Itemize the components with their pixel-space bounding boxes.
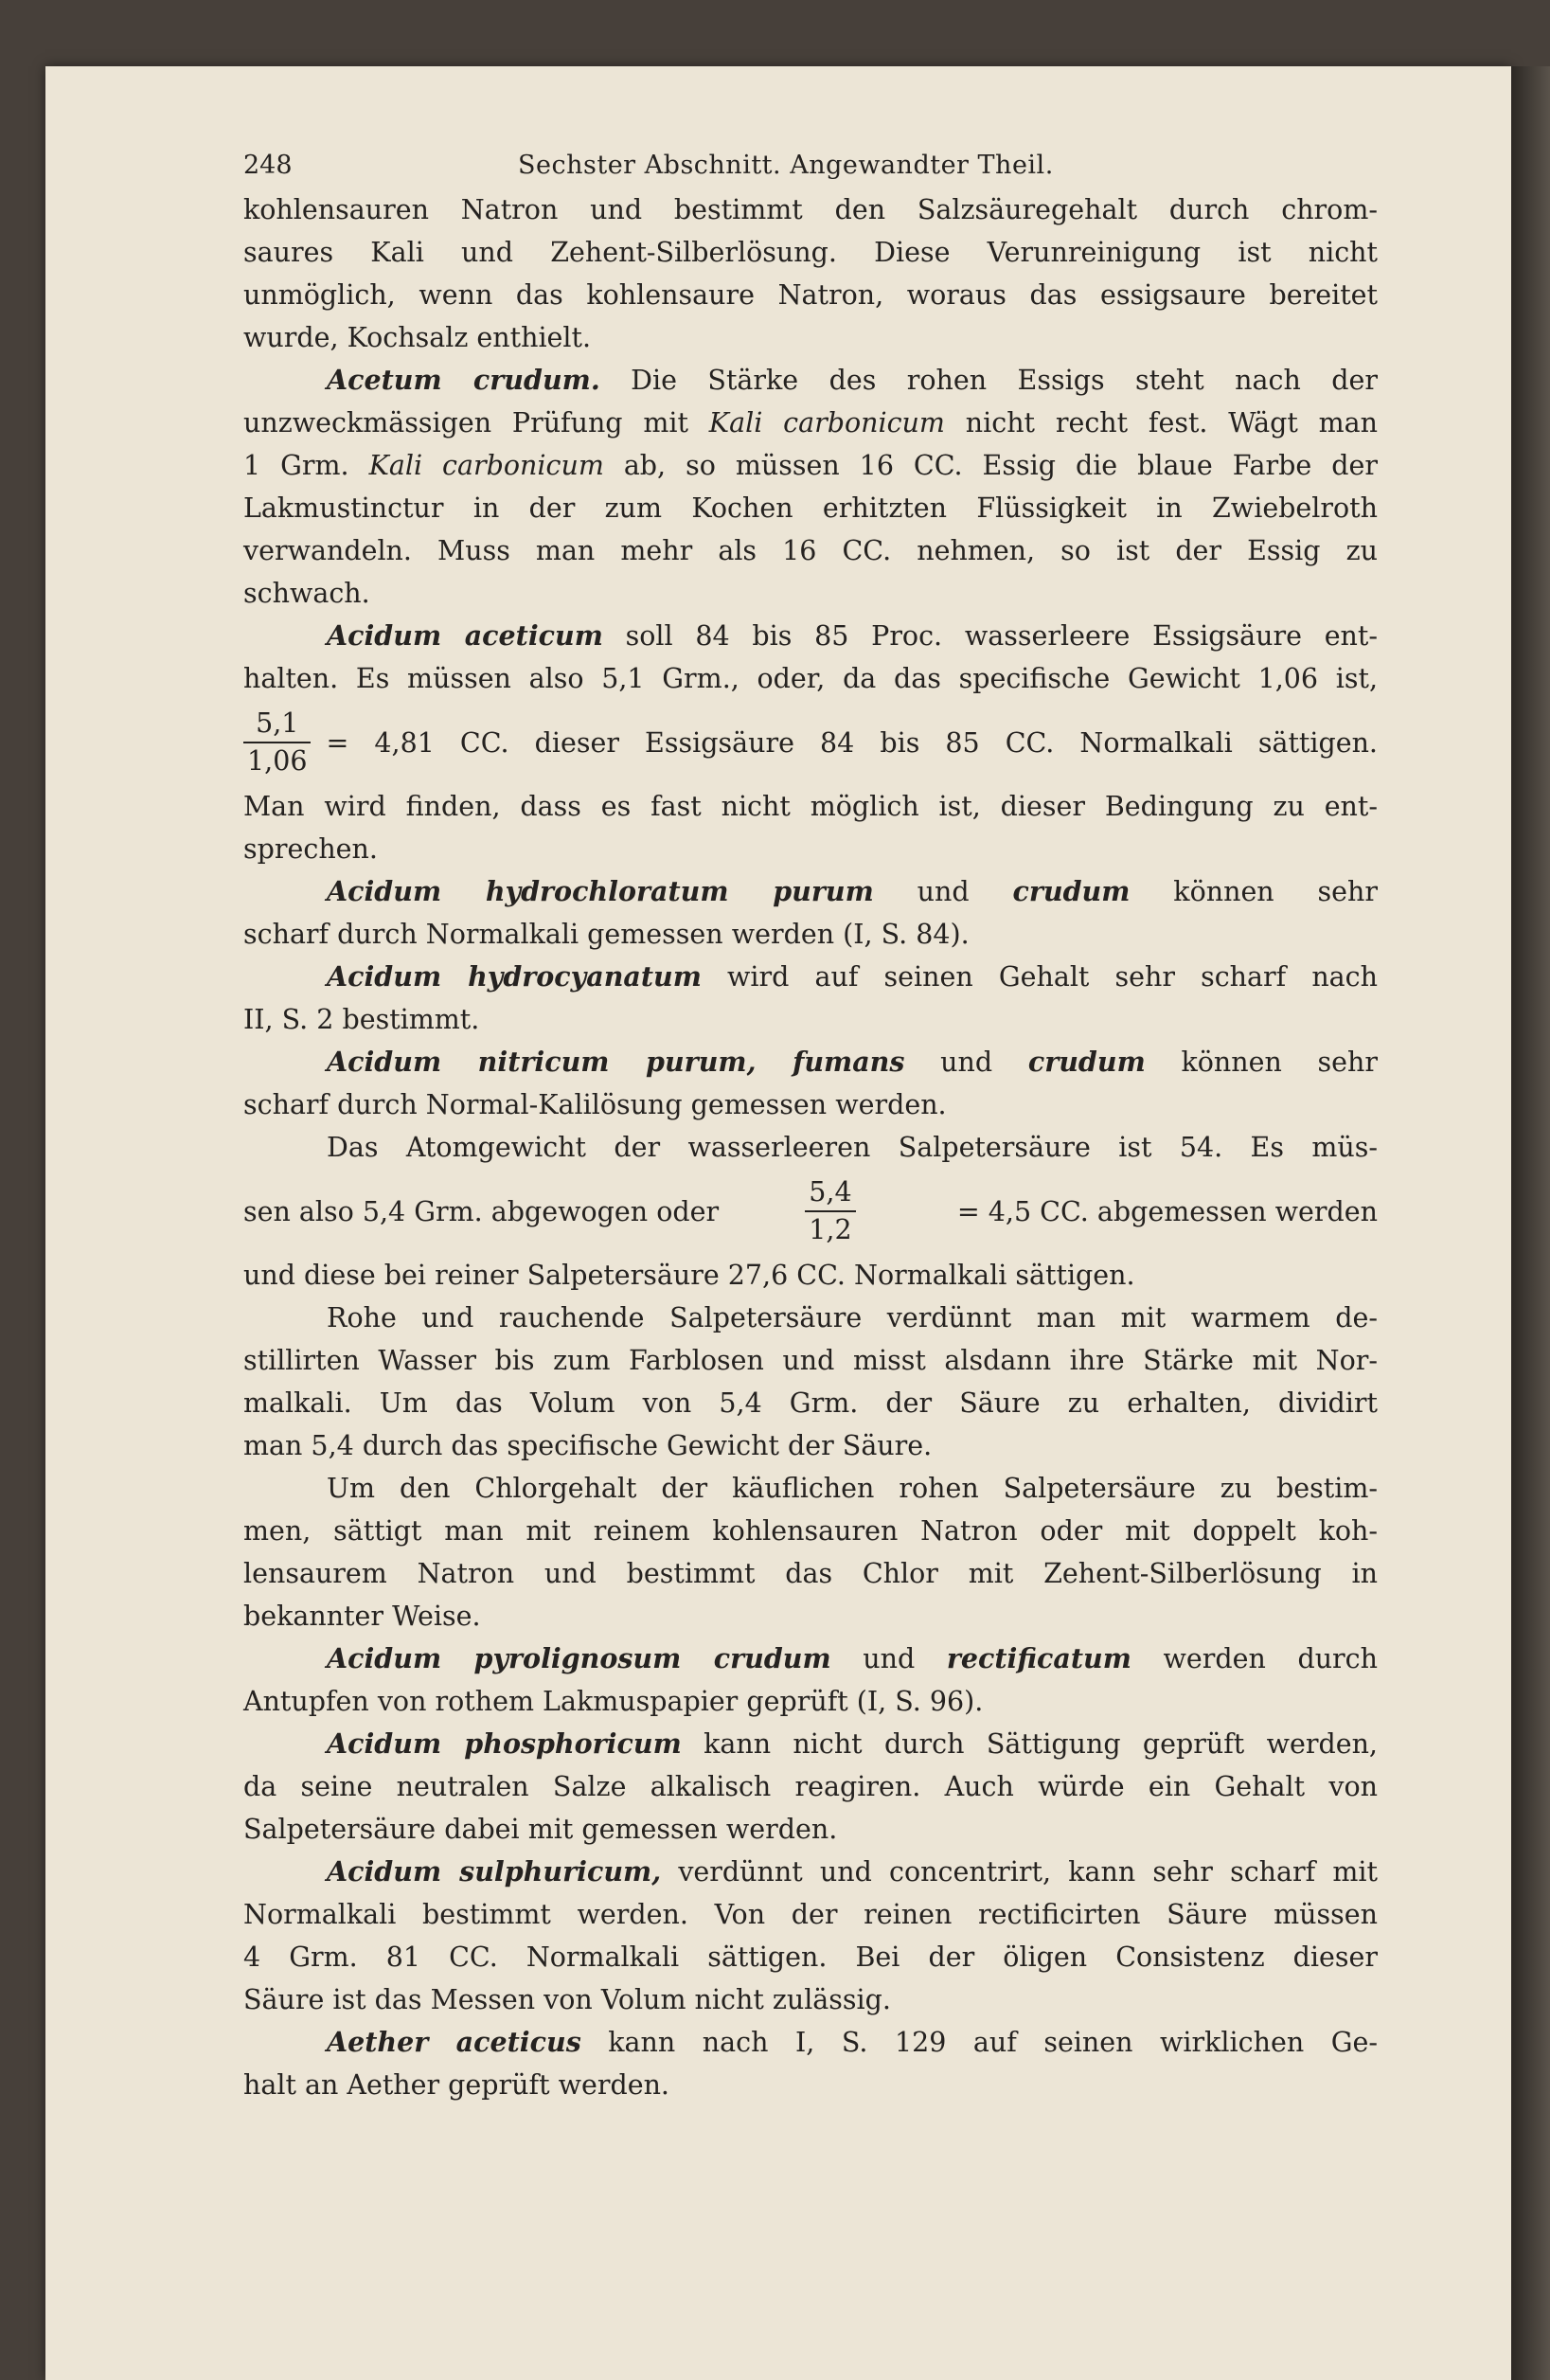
text-line: Das Atomgewicht der wasserleeren Salpetersäure ist 54. Es müs- xyxy=(327,1132,1378,1163)
entry-acidum-hydrocyanatum: Acidum hydrocyanatum wird auf seinen Gehalt sehr scharf nach xyxy=(327,960,1378,993)
text-line: stillirten Wasser bis zum Farblosen und misst alsdann ihre Stärke mit Nor- xyxy=(243,1345,1378,1376)
text-line: kohlensauren Natron und bestimmt den Salzsäuregehalt durch chrom- xyxy=(243,194,1378,225)
text-line: II, S. 2 bestimmt. xyxy=(243,1004,480,1035)
entry-acetum-crudum: Acetum crudum. Die Stärke des rohen Essigs steht nach der xyxy=(327,364,1378,396)
running-title: Sechster Abschnitt. Angewandter Theil. xyxy=(518,151,1054,180)
page-number: 248 xyxy=(243,151,293,180)
entry-acidum-hydrochloratum: Acidum hydrochloratum purum und crudum können sehr xyxy=(327,875,1379,907)
text-line: 1 Grm. Kali carbonicum ab, so müssen 16 CC. Essig die blaue Farbe der xyxy=(243,450,1378,481)
text-line: lensaurem Natron und bestimmt das Chlor mit Zehent-Silberlösung in xyxy=(243,1558,1378,1589)
text-line: men, sättigt man mit reinem kohlensauren Natron oder mit doppelt koh- xyxy=(243,1515,1378,1547)
entry-acidum-nitricum: Acidum nitricum purum, fumans und crudum können sehr xyxy=(327,1046,1379,1078)
text-line: Normalkali bestimmt werden. Von der reinen rectificirten Säure müssen xyxy=(243,1899,1378,1930)
text-line: unzweckmässigen Prüfung mit Kali carbonicum nicht recht fest. Wägt man xyxy=(243,407,1378,438)
text-line: Man wird finden, dass es fast nicht möglich ist, dieser Bedingung zu ent- xyxy=(243,791,1378,822)
text-line: wurde, Kochsalz enthielt. xyxy=(243,322,592,353)
text-line: 4 Grm. 81 CC. Normalkali sättigen. Bei der öligen Consistenz dieser xyxy=(243,1942,1378,1973)
entry-acidum-phosphoricum: Acidum phosphoricum kann nicht durch Sättigung geprüft werden, xyxy=(327,1727,1378,1760)
text-line: scharf durch Normal-Kalilösung gemessen werden. xyxy=(243,1089,947,1120)
text-line: schwach. xyxy=(243,578,370,609)
text-line: halt an Aether geprüft werden. xyxy=(243,2069,669,2101)
text-line: Lakmustinctur in der zum Kochen erhitzten Flüssigkeit in Zwiebelroth xyxy=(243,492,1378,524)
entry-acidum-aceticum: Acidum aceticum soll 84 bis 85 Proc. wasserleere Essigsäure ent- xyxy=(327,619,1378,652)
running-header xyxy=(243,144,1378,187)
text-line: halten. Es müssen also 5,1 Grm., oder, da das specifische Gewicht 1,06 ist, xyxy=(243,663,1378,694)
text-line: malkali. Um das Volum von 5,4 Grm. der Säure zu erhalten, dividirt xyxy=(243,1387,1378,1419)
text-line: da seine neutralen Salze alkalisch reagiren. Auch würde ein Gehalt von xyxy=(243,1771,1378,1802)
formula-line: $\frac{5,1}{1,06}$ = 4,81 CC. dieser Essigsäure 84 bis 85 CC. Normalkali sättigen. xyxy=(243,700,1378,785)
entry-acidum-pyrolignosum: Acidum pyrolignosum crudum und rectificatum werden durch xyxy=(327,1642,1378,1674)
text-line: Antupfen von rothem Lakmuspapier geprüft (I, S. 96). xyxy=(243,1686,984,1717)
text-line: Rohe und rauchende Salpetersäure verdünnt man mit warmem de- xyxy=(327,1302,1378,1333)
text-line: scharf durch Normalkali gemessen werden (I, S. 84). xyxy=(243,919,970,950)
text-line: Säure ist das Messen von Volum nicht zulässig. xyxy=(243,1984,891,2015)
page-text xyxy=(243,144,1378,2106)
text-line: unmöglich, wenn das kohlensaure Natron, woraus das essigsaure bereitet xyxy=(243,279,1378,311)
text-line: saures Kali und Zehent-Silberlösung. Diese Verunreinigung ist nicht xyxy=(243,237,1378,268)
text-line: verwandeln. Muss man mehr als 16 CC. nehmen, so ist der Essig zu xyxy=(243,535,1378,566)
page-edge xyxy=(1511,66,1550,2380)
text-line: bekannter Weise. xyxy=(243,1601,481,1632)
fraction: $\frac{5,1}{1,06}$ xyxy=(243,706,311,779)
text-line: sprechen. xyxy=(243,833,378,865)
fraction: $\frac{5,4}{1,2}$ xyxy=(805,1174,855,1248)
formula-line: sen also 5,4 Grm. abgewogen oder $\frac{5,4}{1,2}$ = 4,5 CC. abgemessen werden xyxy=(243,1169,1378,1254)
entry-aether-aceticus: Aether aceticus kann nach I, S. 129 auf seinen wirklichen Ge- xyxy=(327,2026,1379,2058)
text-line: Um den Chlorgehalt der käuflichen rohen Salpetersäure zu bestim- xyxy=(327,1473,1378,1504)
text-line: Salpetersäure dabei mit gemessen werden. xyxy=(243,1814,838,1845)
text-line: man 5,4 durch das specifische Gewicht der Säure. xyxy=(243,1430,933,1461)
entry-acidum-sulphuricum: Acidum sulphuricum, verdünnt und concentrirt, kann sehr scharf mit xyxy=(327,1855,1378,1888)
text-line: und diese bei reiner Salpetersäure 27,6 CC. Normalkali sättigen. xyxy=(243,1260,1135,1291)
